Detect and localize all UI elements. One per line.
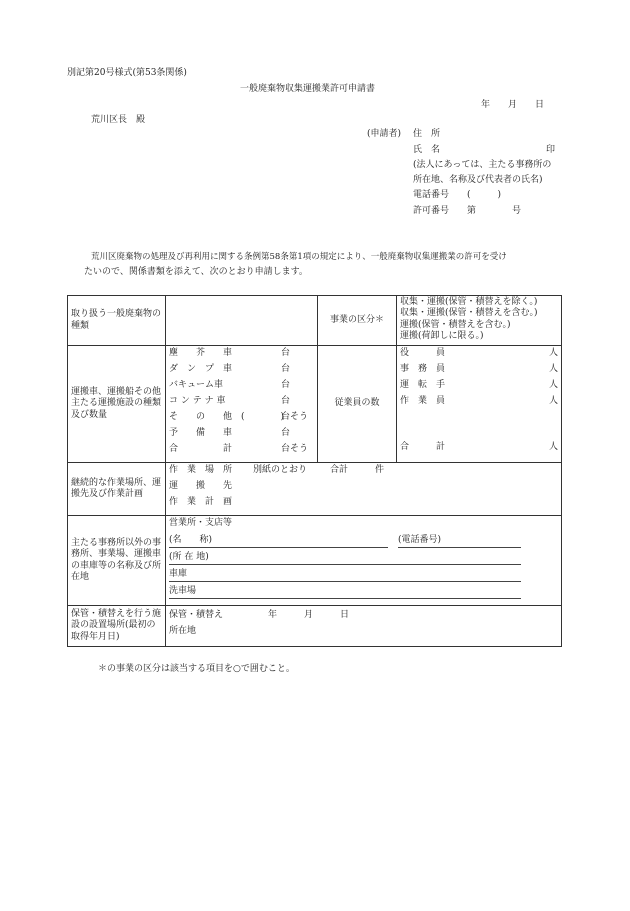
vehicles-list[interactable] [166,346,318,463]
applicant-permit: 許可番号 第 号 [413,206,522,216]
document-title: 一般廃棄物収集運搬業許可申請書 [240,84,376,94]
form-number: 別記第20号様式(第53条関係) [67,68,187,78]
category-option[interactable]: 収集・運搬(保管・積替えを含む。) [400,308,538,319]
work-attachment: 別紙のとおり [253,465,308,475]
office-phone-line [398,547,521,548]
applicant-address: 住 所 [413,129,441,139]
seal-mark: 印 [546,145,556,155]
car-wash-label: 洗車場 [169,586,197,596]
vehicle-name: 塵 芥 車 [169,348,233,358]
vehicle-unit: 台 [281,396,291,406]
vehicle-unit: 台そう [281,444,309,454]
date-line: 年 月 日 [481,100,545,110]
car-wash-line [169,598,521,599]
office-phone-label: (電話番号) [398,535,442,545]
addressee: 荒川区長 殿 [91,115,146,125]
vehicle-unit: 台 [281,364,291,374]
vehicle-name: そ の 他 ( ) [169,412,285,422]
employee-unit: 人 [548,364,558,374]
work-total: 合計 件 [330,465,385,475]
employee-role: 事 務 員 [400,364,446,374]
vehicles-label: 運搬車、運搬船その他主たる運搬施設の種類及び数量 [68,346,166,463]
office-address-label: (所 在 地) [169,552,209,562]
applicant-name: 氏 名 [413,145,441,155]
employee-unit: 人 [548,442,558,452]
employees-label: 従業員の数 [318,346,397,463]
employee-unit: 人 [548,396,558,406]
footnote: ＊の事業の区分は該当する項目を○で囲むこと。 [98,664,295,674]
employee-role: 作 業 員 [400,396,446,406]
office-heading: 営業所・支店等 [169,518,233,528]
vehicle-name: 合 計 [169,444,233,454]
employee-total: 合 計 [400,442,446,452]
storage-label: 保管・積替えを行う施設の設置場所(最初の取得年月日) [68,606,166,647]
waste-type-row [68,296,562,346]
employee-role: 運 転 手 [400,380,446,390]
garage-line [169,581,521,582]
vehicle-name: バキューム車 [169,380,224,390]
vehicle-unit: 台 [281,428,291,438]
storage-date: 保管・積替え 年 月 日 [169,610,350,620]
storage-details[interactable] [166,606,562,647]
vehicle-name: ダ ン プ 車 [169,364,233,374]
office-name-label: (名 称) [169,535,213,545]
work-details[interactable] [166,463,562,516]
vehicle-unit: 台 [281,380,291,390]
employees-list[interactable] [397,346,562,463]
work-row [68,463,562,516]
business-category-label: 事業の区分＊ [318,296,397,346]
applicant-label: (申請者) [367,129,402,139]
application-table [67,295,562,647]
office-row [68,516,562,606]
office-label: 主たる事務所以外の事務所、事業場、運搬車の車庫等の名称及び所在地 [68,516,166,606]
work-plan-label: 作 業 計 画 [169,497,233,507]
vehicle-unit: 台そう [281,412,309,422]
vehicle-unit: 台 [281,348,291,358]
work-place-label: 作 業 場 所 [169,465,233,475]
employee-role: 役 員 [400,348,446,358]
category-option[interactable]: 収集・運搬(保管・積替えを除く。) [400,297,538,307]
office-name-line [169,547,388,548]
office-details[interactable] [166,516,562,606]
waste-type-value[interactable] [166,296,318,346]
office-address-line [169,564,521,565]
vehicles-row [68,346,562,463]
intro-line-2: たいので、関係書類を添えて、次のとおり申請します。 [84,267,308,277]
category-option[interactable]: 運搬(保管・積替えを含む。) [400,319,511,330]
applicant-note-1: (法人にあっては、主たる事務所の [413,160,552,170]
business-category-options[interactable] [397,296,562,346]
employee-unit: 人 [548,380,558,390]
category-option[interactable]: 運搬(荷卸しに限る。) [400,330,484,341]
vehicle-name: 予 備 車 [169,428,233,438]
garage-label: 車庫 [169,569,188,579]
waste-type-label: 取り扱う一般廃棄物の種類 [68,296,166,346]
intro-line-1: 荒川区廃棄物の処理及び再利用に関する条例第58条第1項の規定により、一般廃棄物収集運搬業の許可を受け [91,252,507,262]
applicant-phone: 電話番号 ( ) [413,190,502,200]
storage-row [68,606,562,647]
employee-unit: 人 [548,348,558,358]
vehicle-name: コ ン テ ナ 車 [169,396,226,406]
work-label: 継続的な作業場所、運搬先及び作業計画 [68,463,166,516]
work-dest-label: 運 搬 先 [169,481,233,491]
applicant-note-2: 所在地、名称及び代表者の氏名) [413,175,543,185]
storage-location-label: 所在地 [169,626,197,636]
